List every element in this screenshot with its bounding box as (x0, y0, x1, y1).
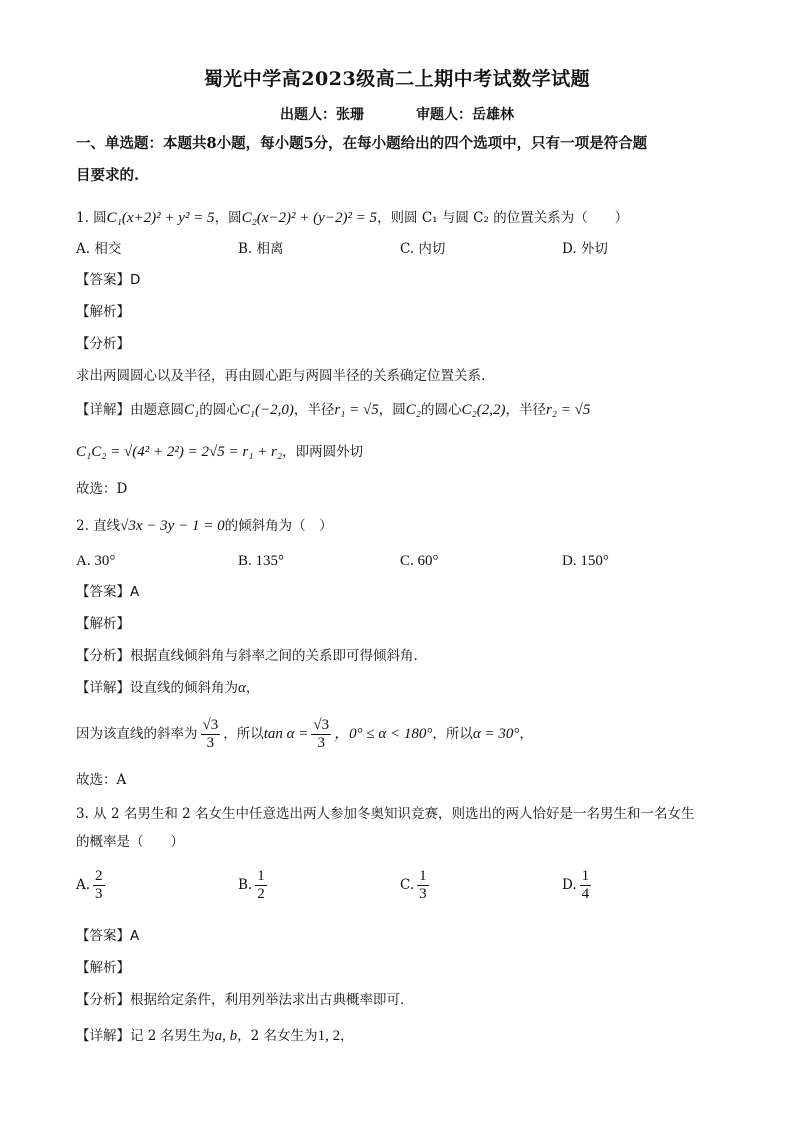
q3-option-a-num: 2 (95, 868, 103, 884)
q2-line-b: ，所以 (223, 726, 264, 742)
section-heading-line2: 目要求的. (76, 167, 140, 184)
q3-option-b-label: B. (238, 877, 253, 893)
q3-option-c-num: 1 (419, 868, 427, 884)
q2-range: ，0° ≤ α < 180° (334, 726, 433, 742)
q3-analysis-tag: 【解析】 (76, 960, 130, 976)
q1-detail-text5: 的圆心 (420, 402, 462, 418)
q2-analysis-tag: 【解析】 (76, 616, 130, 632)
q2-choice: 故选：A (76, 772, 127, 788)
page-title: 蜀光中学高2023级高二上期中考试数学试题 (203, 68, 591, 90)
q1-detail-text2: 的圆心 (199, 402, 240, 418)
q3-detail (76, 1026, 354, 1046)
q1-option-b: B. 相离 (238, 241, 284, 257)
q1-stem-prefix: 1. 圆 (76, 210, 107, 226)
q2-alpha: α (238, 680, 246, 696)
q2-option-b: B. 135° (238, 553, 285, 569)
q1-analysis-tag: 【解析】 (76, 304, 130, 320)
q3-detail-c: ， (340, 1028, 354, 1044)
q1-detail-text1: 由题意圆 (130, 402, 184, 418)
q3-option-b-fraction (255, 868, 267, 903)
q2-line-c: ，所以 (432, 726, 473, 742)
q2-fenxi-tag: 【分析】 (76, 648, 130, 664)
q3-detail-tag: 【详解】 (76, 1028, 130, 1044)
q2-line-d: ， (519, 726, 533, 742)
q1-detail-center1: C₁(−2,0) (239, 402, 294, 418)
q2-option-c: C. 60° (400, 553, 439, 569)
q1-detail-text3: ，半径 (293, 402, 335, 418)
q3-stem-line2: 的概率是（ ） (76, 834, 184, 850)
q3-option-a-fraction (93, 868, 105, 903)
q1-detail-c1: C₁ (184, 402, 200, 418)
q2-tan-fraction (311, 717, 331, 752)
q2-tan-numerator: √3 (313, 717, 330, 733)
q1-fenxi-tag: 【分析】 (76, 336, 130, 352)
q1-detail-c2: C₂ (405, 402, 421, 418)
q3-option-d-num: 1 (581, 868, 590, 884)
q1-equation-2: C₂(x−2)² + (y−2)² = 5 (241, 210, 378, 226)
q3-option-b-num: 1 (257, 868, 265, 884)
q1-stem-suffix: ，则圆 C₁ 与圆 C₂ 的位置关系为（ ） (377, 210, 629, 226)
q3-girls: 1, 2 (317, 1028, 341, 1044)
q2-stem-prefix: 2. 直线 (76, 518, 121, 534)
q2-fenxi-text: 根据直线倾斜角与斜率之间的关系即可得倾斜角. (130, 648, 418, 664)
q3-option-c (400, 868, 432, 903)
q3-fenxi (76, 990, 404, 1010)
reviewer-label: 审题人：岳雄林 (416, 107, 514, 123)
q3-option-b-den: 2 (257, 886, 265, 902)
q3-boys: a, b (214, 1028, 238, 1044)
section-heading-line1: 一、单选题：本题共8小题，每小题5分，在每小题给出的四个选项中，只有一项是符合题 (76, 135, 648, 152)
q3-detail-a: 记 2 名男生为 (130, 1028, 215, 1044)
q2-stem (76, 516, 333, 536)
q3-option-d (562, 868, 594, 903)
q1-option-c: C. 内切 (400, 241, 446, 257)
q1-detail-r2: r₂ = √5 (545, 402, 591, 418)
q2-option-a: A. 30° (76, 553, 116, 569)
q3-option-b (238, 868, 270, 903)
q2-answer: 【答案】A (76, 584, 140, 600)
q2-tan-denominator: 3 (317, 735, 326, 751)
q2-stem-suffix: 的倾斜角为（ ） (224, 518, 333, 534)
q1-option-d: D. 外切 (562, 241, 608, 257)
q1-separator: ，圆 (214, 210, 242, 226)
q3-option-a (76, 868, 108, 903)
q1-answer: 【答案】D (76, 272, 141, 288)
q2-detail-tag: 【详解】 (76, 680, 130, 696)
q1-detail-text4: ，圆 (378, 402, 406, 418)
q1-detail (76, 400, 590, 420)
q2-detail (76, 678, 259, 698)
q2-slope-fraction (201, 717, 221, 752)
q2-line-a: 因为该直线的斜率为 (76, 726, 198, 742)
q3-option-d-den: 4 (581, 886, 590, 902)
q1-fenxi-text: 求出两圆圆心以及半径，再由圆心距与两圆半径的关系确定位置关系. (76, 368, 486, 384)
q3-option-d-label: D. (562, 877, 577, 893)
q3-detail-b: ，2 名女生为 (237, 1028, 318, 1044)
q2-result: α = 30° (472, 726, 520, 742)
q1-option-a: A. 相交 (76, 241, 122, 257)
q2-detail-text: 设直线的倾斜角为 (130, 680, 238, 696)
q2-equation: √3x − 3y − 1 = 0 (120, 518, 225, 534)
q1-choice: 故选：D (76, 481, 128, 497)
q3-option-a-label: A. (76, 877, 91, 893)
q1-distance-equation: C₁C₂ = √(4² + 2²) = 2√5 = r₁ + r₂ (76, 444, 283, 460)
q3-option-c-label: C. (400, 877, 415, 893)
q3-fenxi-tag: 【分析】 (76, 992, 130, 1008)
q1-distance-text: ，即两圆外切 (282, 444, 364, 460)
q1-distance (76, 442, 363, 462)
q1-equation-1: C₁(x+2)² + y² = 5 (106, 210, 215, 226)
q2-tan: tan α = (263, 726, 309, 742)
q3-option-c-fraction (417, 868, 429, 903)
q2-slope-denominator: 3 (206, 735, 215, 751)
q2-option-d: D. 150° (562, 553, 609, 569)
q2-fenxi (76, 646, 418, 666)
q1-stem (76, 208, 628, 228)
q1-detail-text6: ，半径 (505, 402, 546, 418)
q2-slope-numerator: √3 (202, 717, 219, 733)
q3-answer: 【答案】A (76, 928, 140, 944)
q3-fenxi-text: 根据给定条件，利用列举法求出古典概率即可. (130, 992, 405, 1008)
q2-detail-end: ， (245, 680, 260, 696)
q3-stem-line1: 3. 从 2 名男生和 2 名女生中任意选出两人参加冬奥知识竞赛，则选出的两人恰好是一名男生和一名女生 (76, 806, 695, 822)
setter-label: 出题人：张珊 (280, 107, 364, 123)
q3-option-c-den: 3 (419, 886, 427, 902)
q2-solution (76, 712, 533, 756)
author-line (0, 104, 794, 124)
q1-detail-r1: r₁ = √5 (334, 402, 379, 418)
q3-option-d-fraction (580, 868, 592, 903)
q1-detail-center2: C₂(2,2) (461, 402, 506, 418)
q1-detail-tag: 【详解】 (76, 402, 130, 418)
q3-option-a-den: 3 (95, 886, 103, 902)
